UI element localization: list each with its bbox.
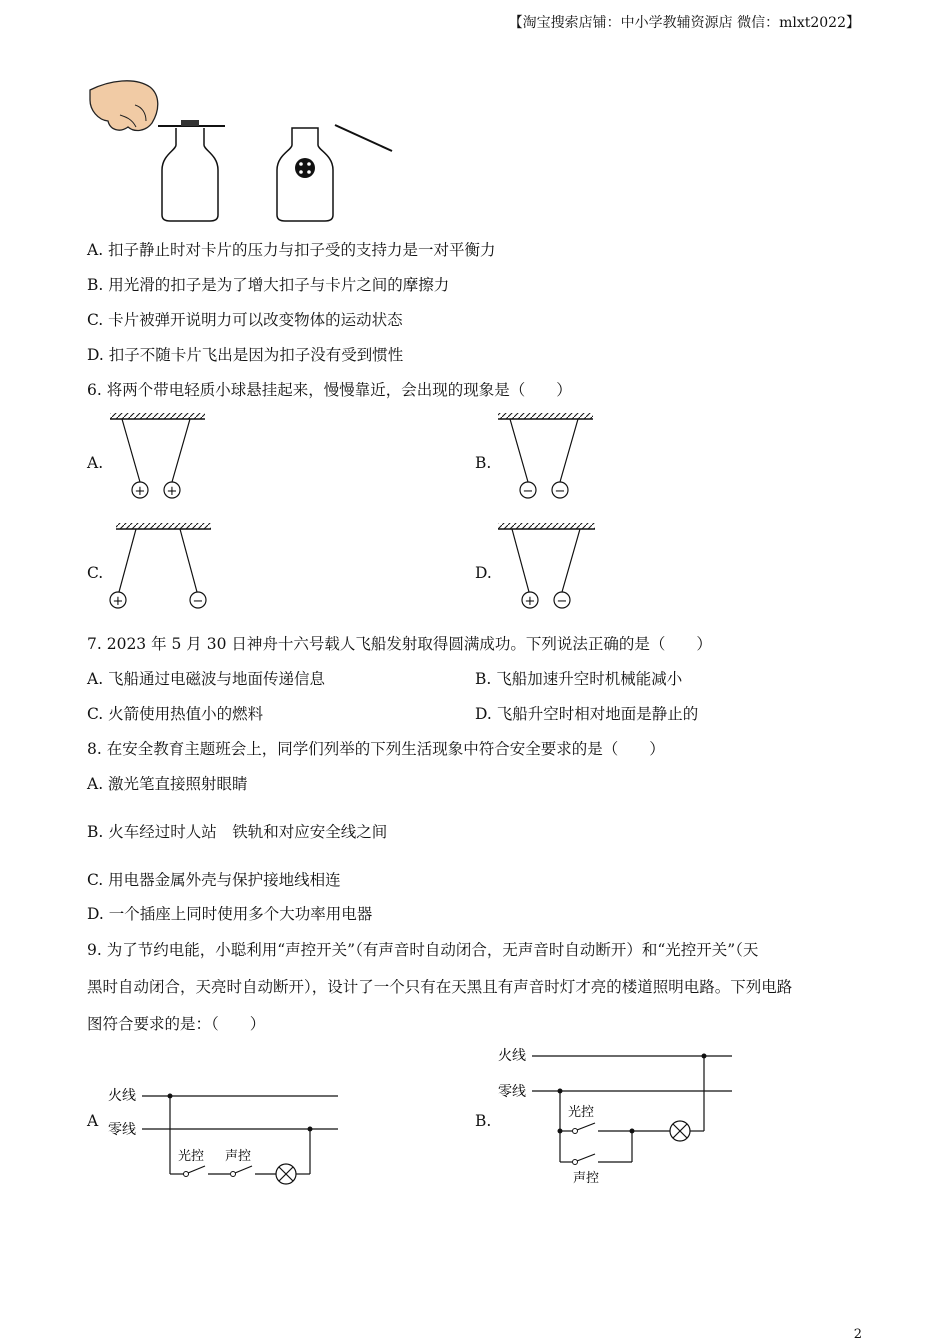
q6-label-c: C. (87, 564, 104, 582)
ball-d1-sign: + (524, 594, 536, 609)
ball-c2-sign: − (192, 594, 204, 609)
q9-line-2: 黑时自动闭合，天亮时自动断开），设计了一个只有在天黑且有声音时灯才亮的楼道照明电路。下列电路 (87, 978, 793, 996)
q5-option-a: A. 扣子静止时对卡片的压力与扣子受的支持力是一对平衡力 (87, 241, 496, 259)
circuit-a-light-label: 光控 (178, 1149, 205, 1164)
circuit-b (490, 1040, 750, 1190)
ball-a1-sign: + (134, 484, 146, 499)
ball-a2-sign: + (166, 484, 178, 499)
sound-switch-a-blade (235, 1166, 252, 1173)
q7-option-c: C. 火箭使用热值小的燃料 (87, 705, 264, 723)
q8-option-c: C. 用电器金属外壳与保护接地线相连 (87, 871, 341, 889)
circuit-a-live-label: 火线 (108, 1088, 136, 1104)
circuit-a-neutral-label: 零线 (108, 1122, 136, 1138)
light-switch-b-blade (577, 1123, 595, 1130)
q8-option-a: A. 激光笔直接照射眼睛 (87, 775, 248, 793)
q6-figure-b (498, 413, 593, 499)
circuit-b-sound-label: 声控 (573, 1171, 600, 1186)
bottle-right (277, 125, 392, 221)
sound-switch-b-contact (573, 1160, 578, 1165)
circuit-b-live-label: 火线 (498, 1048, 526, 1064)
sound-switch-b-blade (577, 1154, 595, 1161)
q9-line-3: 图符合要求的是：（ ） (87, 1015, 266, 1033)
sound-switch-a-contact (231, 1172, 236, 1177)
q5-figure (80, 75, 410, 225)
q7-option-d: D. 飞船升空时相对地面是静止的 (475, 705, 699, 723)
circuit-a (100, 1080, 350, 1190)
q6-figures (100, 405, 620, 615)
q6-label-d: D. (475, 564, 492, 582)
q5-option-c: C. 卡片被弹开说明力可以改变物体的运动状态 (87, 311, 403, 329)
q7-stem: 7. 2023 年 5 月 30 日神舟十六号载人飞船发射取得圆满成功。下列说法正确的是（ ） (87, 635, 712, 653)
q9-label-b: B. (475, 1112, 492, 1130)
lamp-a-icon (276, 1164, 296, 1184)
page-number: 2 (853, 1327, 862, 1342)
q5-option-b: B. 用光滑的扣子是为了增大扣子与卡片之间的摩擦力 (87, 276, 450, 294)
q9-line-1: 9. 为了节约电能，小聪利用“声控开关”（有声音时自动闭合，无声音时自动断开）和“光控开关”（天 (87, 941, 759, 959)
q6-stem: 6. 将两个带电轻质小球悬挂起来，慢慢靠近，会出现的现象是（ ） (87, 381, 572, 399)
header-watermark: 【淘宝搜索店铺：中小学教辅资源店 微信：mlxt2022】 (508, 15, 860, 31)
lamp-b-icon (670, 1121, 690, 1141)
q6-label-b: B. (475, 454, 492, 472)
hand-illustration (90, 81, 158, 131)
light-switch-b-contact (573, 1129, 578, 1134)
q6-figure-d (498, 523, 595, 609)
q7-option-b: B. 飞船加速升空时机械能减小 (475, 670, 683, 688)
q8-option-d: D. 一个插座上同时使用多个大功率用电器 (87, 905, 373, 923)
q6-figure-a (110, 413, 205, 499)
q6-label-a: A. (87, 454, 104, 472)
ball-c1-sign: + (112, 594, 124, 609)
light-switch-a-blade (188, 1166, 205, 1173)
circuit-b-neutral-label: 零线 (498, 1084, 526, 1100)
q9-label-a: A (87, 1112, 99, 1130)
q7-option-a: A. 飞船通过电磁波与地面传递信息 (87, 670, 326, 688)
q8-option-b: B. 火车经过时人站 铁轨和对应安全线之间 (87, 823, 388, 841)
ball-d2-sign: − (556, 594, 568, 609)
ball-b2-sign: − (554, 484, 566, 499)
circuit-b-light-label: 光控 (568, 1105, 595, 1120)
ball-b1-sign: − (522, 484, 534, 499)
q5-option-d: D. 扣子不随卡片飞出是因为扣子没有受到惯性 (87, 346, 404, 364)
light-switch-a-contact (184, 1172, 189, 1177)
bottle-left (158, 120, 225, 221)
q8-stem: 8. 在安全教育主题班会上，同学们列举的下列生活现象中符合安全要求的是（ ） (87, 740, 665, 758)
circuit-a-sound-label: 声控 (225, 1149, 252, 1164)
q6-figure-c (110, 523, 211, 609)
